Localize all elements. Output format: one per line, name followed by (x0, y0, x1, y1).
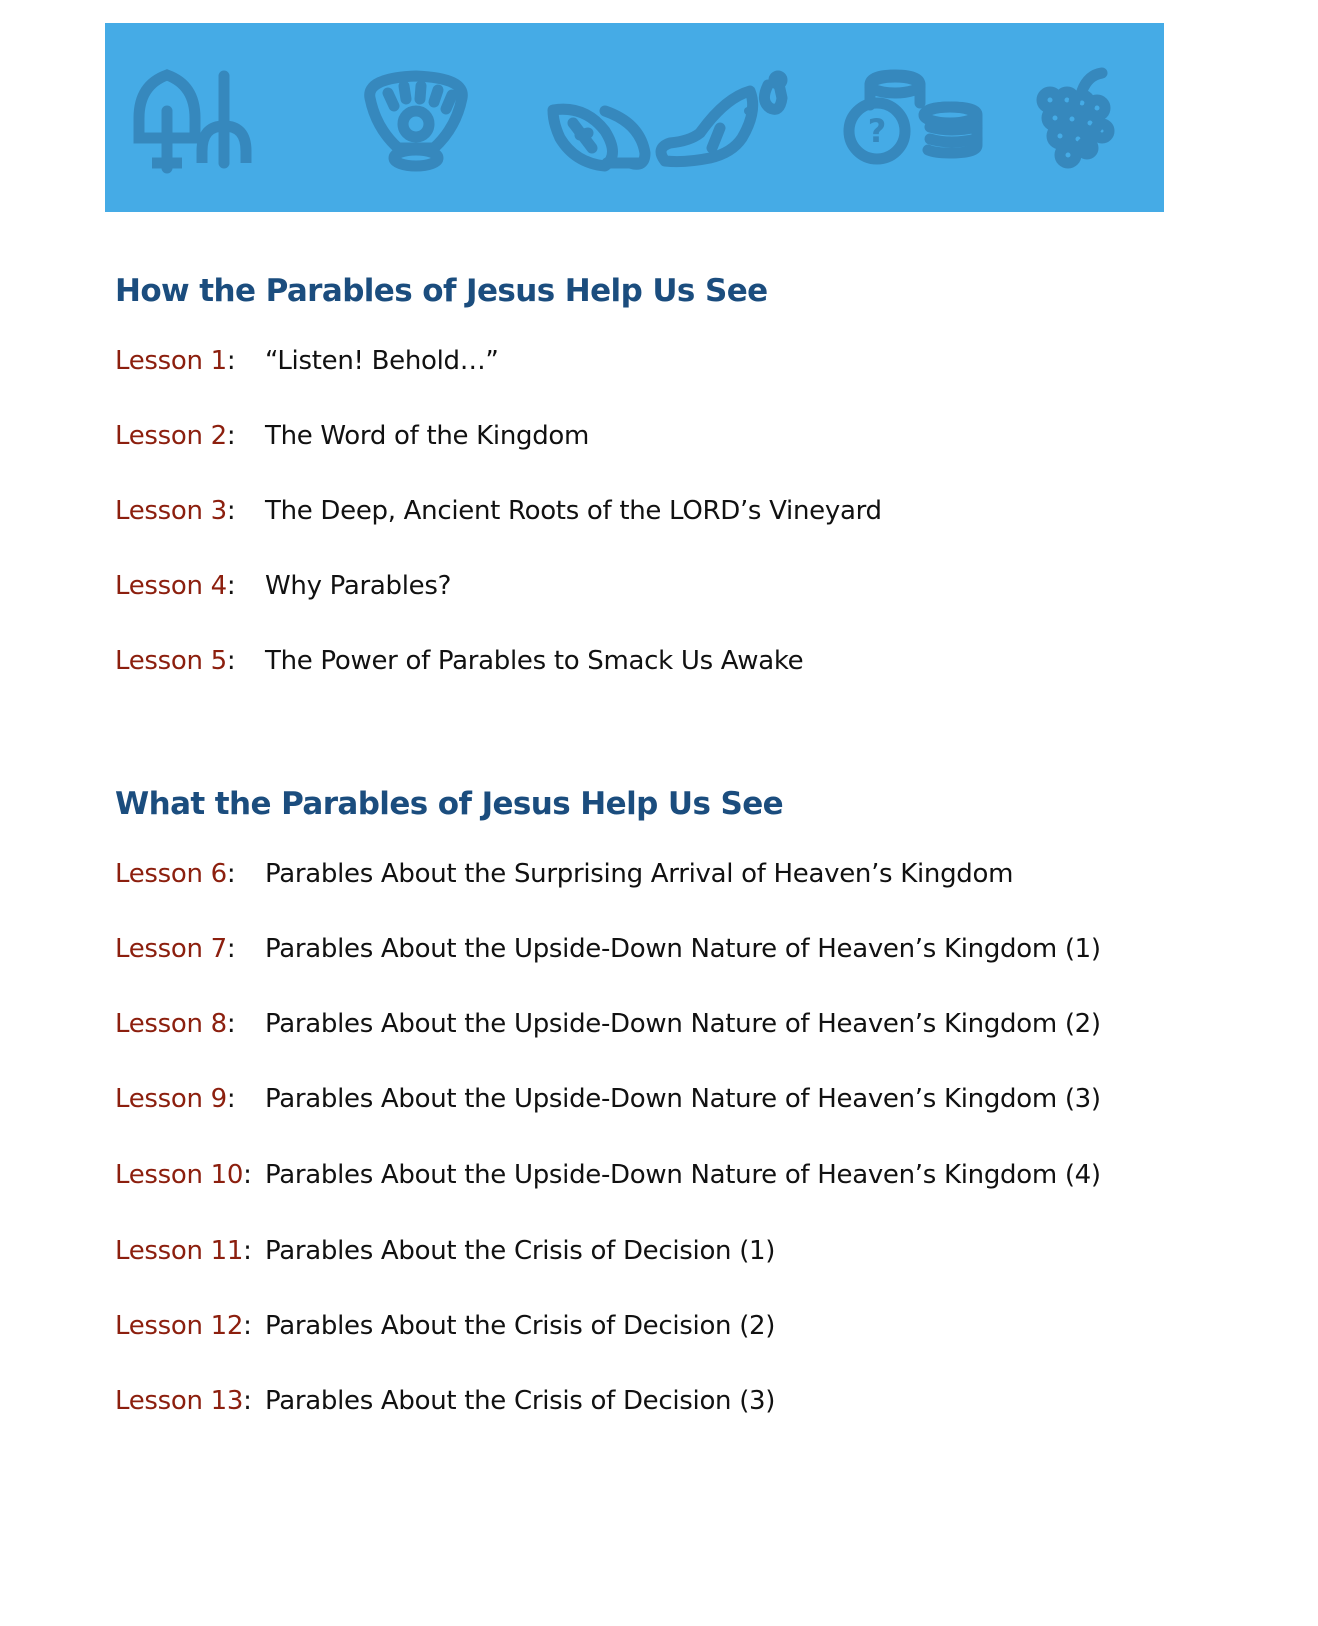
lesson-title: Parables About the Crisis of Decision (1) (265, 1236, 776, 1266)
grapes-icon (1042, 73, 1109, 163)
lesson-item-6: Lesson 6: Parables About the Surprising Arrival of Heaven’s Kingdom (115, 859, 1014, 889)
section-heading-what: What the Parables of Jesus Help Us See (115, 786, 784, 822)
lesson-item-7: Lesson 7: Parables About the Upside-Down Nature of Heaven’s Kingdom (1) (115, 934, 1101, 964)
lesson-title: Parables About the Upside-Down Nature of Heaven’s Kingdom (4) (265, 1160, 1101, 1190)
section-heading-how: How the Parables of Jesus Help Us See (115, 273, 768, 309)
lesson-title: The Word of the Kingdom (265, 421, 590, 451)
coins-question-icon (849, 75, 977, 159)
fish-on-hook-icon (661, 76, 782, 162)
lesson-label: Lesson 6 (115, 859, 227, 889)
lesson-title: Parables About the Surprising Arrival of Heaven’s Kingdom (265, 859, 1014, 889)
lesson-title: Why Parables? (265, 571, 452, 601)
lesson-item-12: Lesson 12: Parables About the Crisis of Decision (2) (115, 1311, 776, 1341)
lesson-label: Lesson 11 (115, 1236, 244, 1266)
lesson-item-4: Lesson 4: Why Parables? (115, 571, 452, 601)
lesson-title: Parables About the Upside-Down Nature of Heaven’s Kingdom (3) (265, 1084, 1101, 1114)
lesson-label: Lesson 1 (115, 346, 227, 376)
lesson-title: Parables About the Upside-Down Nature of Heaven’s Kingdom (2) (265, 1009, 1101, 1039)
lesson-label: Lesson 5 (115, 646, 227, 676)
shovel-and-pitchfork-icon (139, 75, 246, 168)
lesson-label: Lesson 13 (115, 1386, 244, 1416)
lesson-item-11: Lesson 11: Parables About the Crisis of Decision (1) (115, 1236, 776, 1266)
lesson-label: Lesson 3 (115, 496, 227, 526)
svg-text:?: ? (867, 112, 887, 150)
lesson-label: Lesson 10 (115, 1160, 244, 1190)
lesson-item-3: Lesson 3: The Deep, Ancient Roots of the LORD’s Vineyard (115, 496, 882, 526)
lesson-title: Parables About the Crisis of Decision (2) (265, 1311, 776, 1341)
lesson-title: “Listen! Behold…” (265, 346, 499, 376)
lesson-title: Parables About the Upside-Down Nature of Heaven’s Kingdom (1) (265, 934, 1101, 964)
lesson-label: Lesson 4 (115, 571, 227, 601)
lesson-title: The Power of Parables to Smack Us Awake (265, 646, 804, 676)
lesson-label: Lesson 8 (115, 1009, 227, 1039)
lesson-item-5: Lesson 5: The Power of Parables to Smack Us Awake (115, 646, 804, 676)
lesson-title: Parables About the Crisis of Decision (3) (265, 1386, 776, 1416)
leaves-icon (553, 109, 645, 166)
lesson-item-13: Lesson 13: Parables About the Crisis of Decision (3) (115, 1386, 776, 1416)
header-banner (105, 23, 1164, 212)
lesson-item-10: Lesson 10: Parables About the Upside-Down Nature of Heaven’s Kingdom (4) (115, 1160, 1101, 1190)
lesson-label: Lesson 12 (115, 1311, 244, 1341)
lesson-label: Lesson 7 (115, 934, 227, 964)
lesson-item-8: Lesson 8: Parables About the Upside-Down Nature of Heaven’s Kingdom (2) (115, 1009, 1101, 1039)
lesson-label: Lesson 9 (115, 1084, 227, 1114)
lesson-item-9: Lesson 9: Parables About the Upside-Down Nature of Heaven’s Kingdom (3) (115, 1084, 1101, 1114)
lesson-title: The Deep, Ancient Roots of the LORD’s Vineyard (265, 496, 882, 526)
lesson-item-1: Lesson 1: “Listen! Behold…” (115, 346, 499, 376)
lesson-label: Lesson 2 (115, 421, 227, 451)
lesson-item-2: Lesson 2: The Word of the Kingdom (115, 421, 590, 451)
pearl-shell-icon (370, 76, 463, 166)
